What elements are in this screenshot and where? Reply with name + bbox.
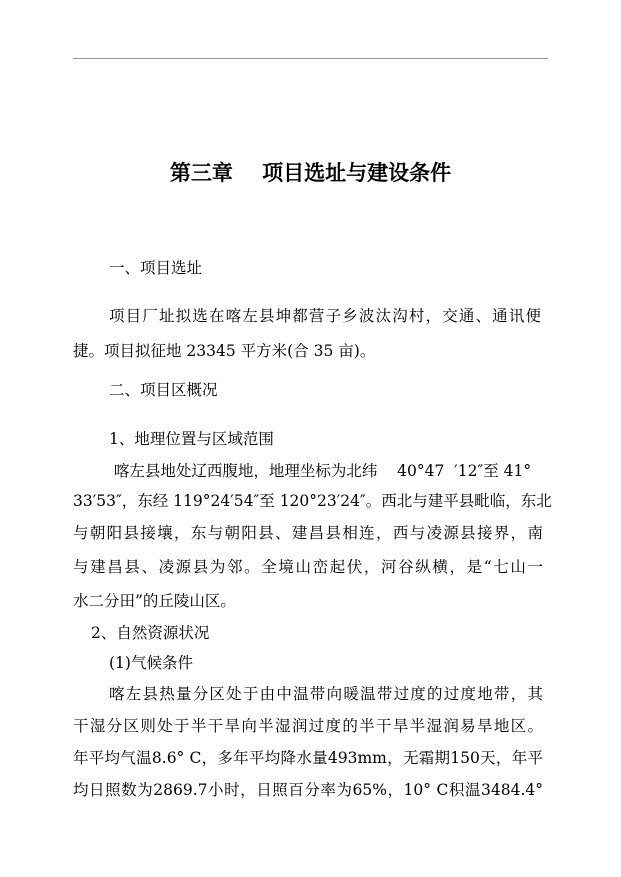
paragraph-line: 与朝阳县接壤，东与朝阳县、建昌县相连，西与凌源县接界，南 — [73, 524, 543, 542]
paragraph-line: 与建昌县、凌源县为邻。全境山峦起伏，河谷纵横，是“七山一 — [73, 558, 543, 576]
subsection-heading-natural-resources: 2、自然资源状况 — [91, 624, 210, 642]
section-heading-overview: 二、项目区概况 — [109, 381, 218, 399]
chapter-title: 第三章 项目选址与建设条件 — [169, 160, 452, 185]
paragraph-line: 水二分田”的丘陵山区。 — [73, 592, 236, 610]
paragraph-line: 33′53″，东经 119°24′54″至 120°23′24″。西北与建平县毗临，东北 — [73, 492, 552, 510]
subsection-heading-location: 1、地理位置与区域范围 — [109, 430, 274, 448]
paragraph-line: 项目厂址拟选在喀左县坤都营子乡波汰沟村，交通、通讯便 — [109, 307, 541, 325]
paragraph-line: 均日照数为2869.7小时，日照百分率为65%，10° C积温3484.4° — [73, 781, 543, 799]
paragraph-line: 干湿分区则处于半干旱向半湿润过度的半干旱半湿润易旱地区。 — [73, 717, 543, 735]
paragraph-line: 喀左县热量分区处于由中温带向暖温带过度的过度地带，其 — [109, 685, 543, 703]
subsection-heading-climate: (1)气候条件 — [109, 654, 193, 672]
paragraph-line: 年平均气温8.6° C，多年平均降水量493mm，无霜期150天，年平 — [73, 749, 543, 767]
section-heading-site-selection: 一、项目选址 — [109, 259, 203, 277]
paragraph-line: 喀左县地处辽西腹地，地理坐标为北纬 40°47 ′12″至 41° — [109, 462, 532, 480]
header-rule — [73, 58, 548, 59]
paragraph-line: 捷。项目拟征地 23345 平方米(合 35 亩)。 — [73, 342, 376, 360]
